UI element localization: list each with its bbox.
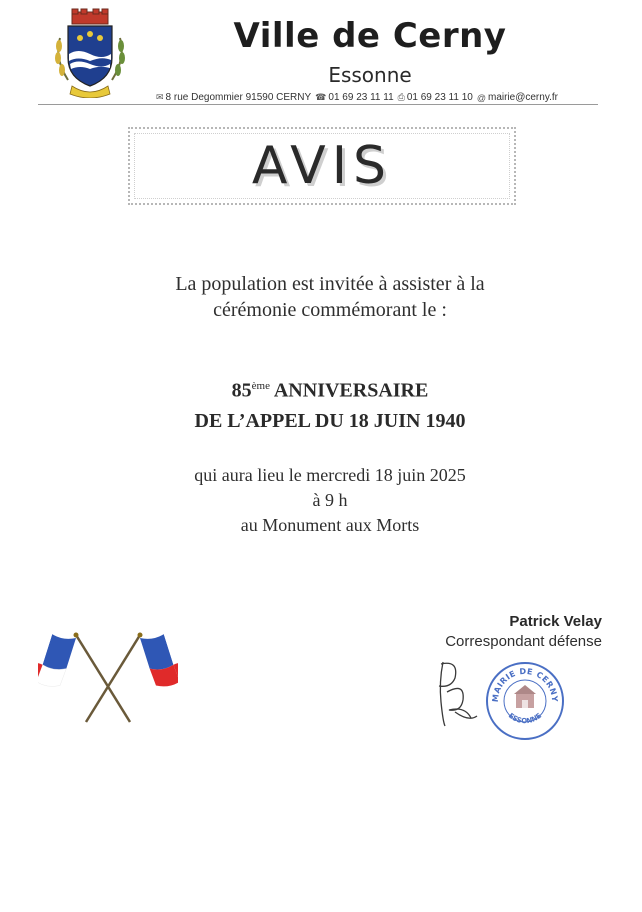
notice-heading: AVIS bbox=[251, 136, 393, 196]
fax-icon: ⎙ bbox=[397, 92, 405, 102]
contact-email: mairie@cerny.fr bbox=[487, 92, 558, 103]
contact-address: 8 rue Degommier 91590 CERNY bbox=[165, 92, 312, 103]
anniversary-number: 85 bbox=[231, 379, 252, 402]
stamp-bottom-text: ESSONNE bbox=[506, 711, 544, 726]
anniversary-line-2: DE L’APPEL DU 18 JUIN 1940 bbox=[194, 409, 466, 432]
event-place: au Monument aux Morts bbox=[240, 515, 420, 535]
avis-frame bbox=[128, 127, 516, 205]
signatory-name: Patrick Velay bbox=[509, 613, 602, 630]
crossed-flags-icon bbox=[38, 630, 178, 730]
phone-icon: ☎ bbox=[315, 92, 327, 102]
intro-text bbox=[120, 271, 540, 323]
contact-line bbox=[152, 92, 592, 103]
anniversary-line-1 bbox=[150, 371, 510, 406]
anniversary-word: ANNIVERSAIRE bbox=[269, 379, 429, 402]
town-title: Ville de Cerny bbox=[233, 16, 507, 56]
event-date: qui aura lieu le mercredi 18 juin 2025 bbox=[194, 465, 466, 485]
mairie-stamp-icon bbox=[484, 660, 566, 742]
stamp-top-text: MAIRIE DE CERNY bbox=[490, 666, 560, 703]
handwritten-signature-icon bbox=[425, 652, 483, 732]
svg-text:ESSONNE bbox=[507, 712, 543, 726]
intro-line-2: cérémonie commémorant le : bbox=[213, 299, 447, 321]
email-icon: @ bbox=[476, 92, 486, 103]
header-divider bbox=[38, 104, 598, 105]
address-icon: ✉ bbox=[156, 92, 164, 102]
intro-line-1: La population est invitée à assister à la bbox=[175, 273, 485, 295]
anniversary-title bbox=[150, 371, 510, 436]
event-details bbox=[130, 463, 530, 538]
contact-fax: 01 69 23 11 10 bbox=[406, 92, 473, 103]
anniversary-suffix: ème bbox=[251, 380, 270, 392]
contact-phone: 01 69 23 11 11 bbox=[328, 92, 394, 103]
event-time: à 9 h bbox=[312, 490, 348, 510]
department-subtitle: Essonne bbox=[328, 63, 412, 87]
coat-of-arms-icon bbox=[50, 8, 130, 98]
signatory-role: Correspondant défense bbox=[445, 633, 602, 650]
